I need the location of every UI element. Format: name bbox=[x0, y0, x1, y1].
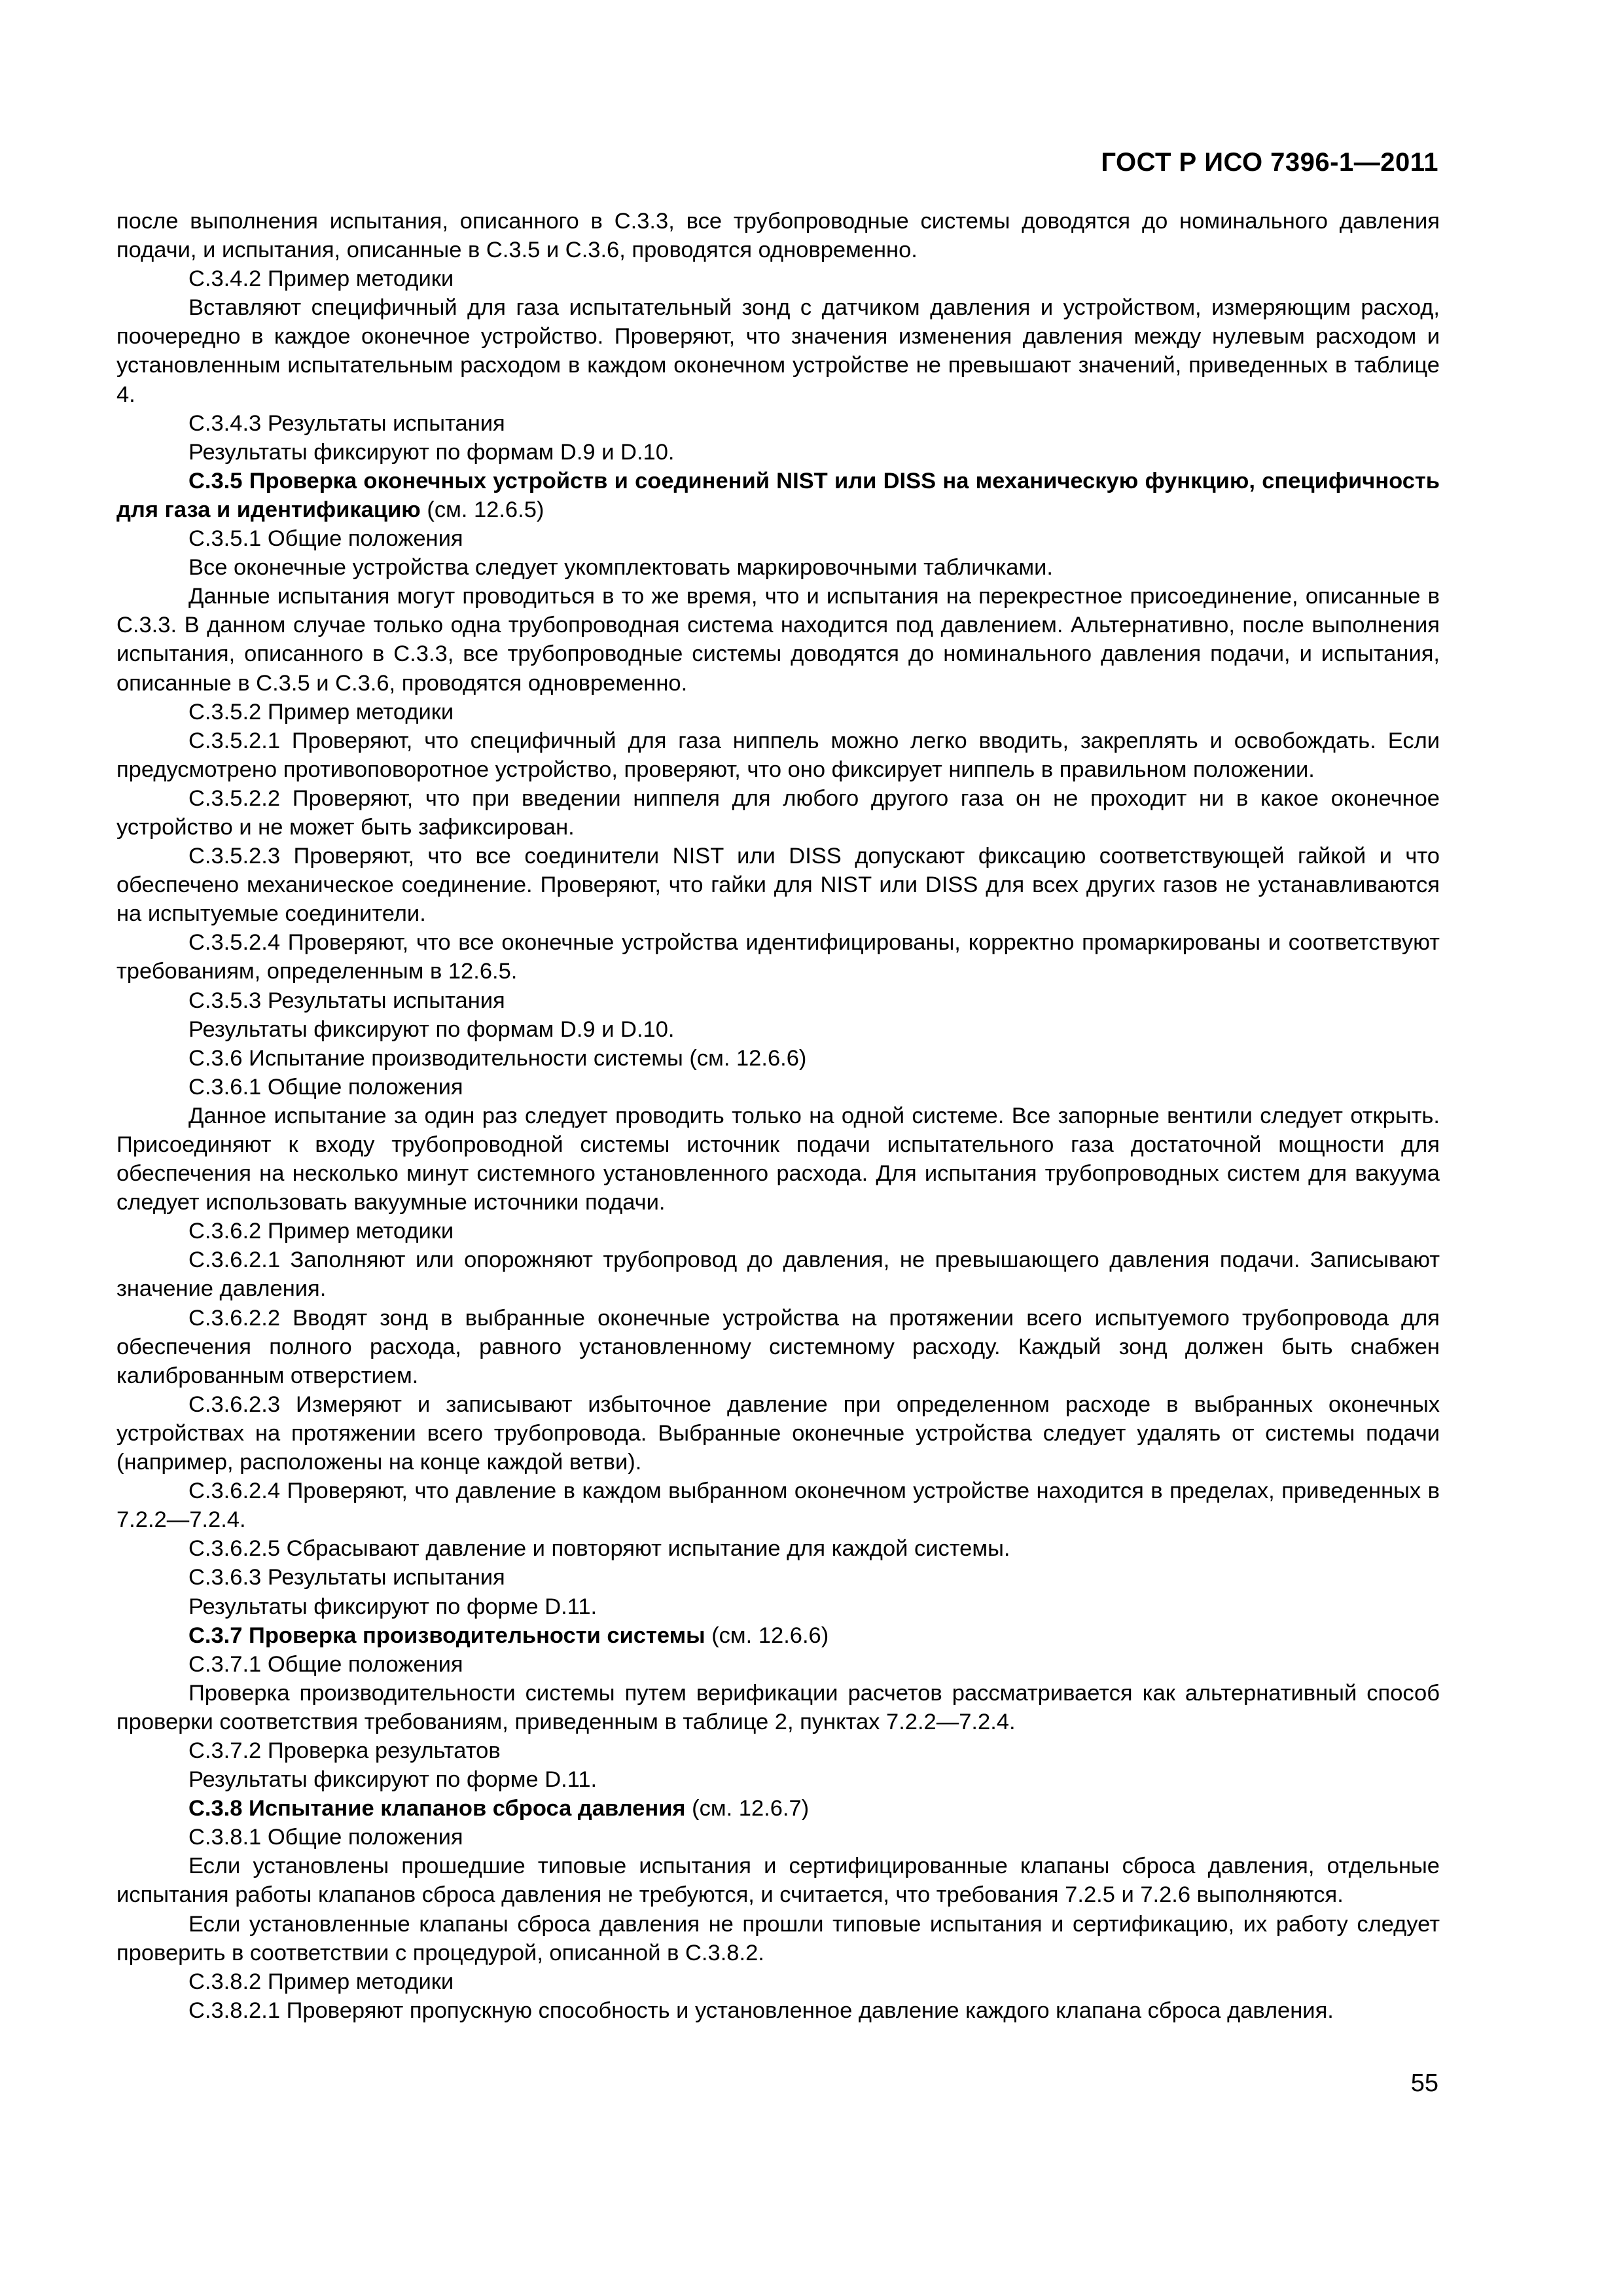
body-paragraph bbox=[116, 726, 1440, 784]
paragraph-text: Результаты фиксируют по формам D.9 и D.10. bbox=[188, 1016, 675, 1042]
paragraph-text: (см. 12.6.5) bbox=[420, 497, 544, 522]
paragraph-text: С.3.5.2.3 Проверяют, что все соединители NIST или DISS допускают фиксацию соответствующей гайкой и что обеспечено механическое соединение. Проверяют, что гайки для NIST или DISS для всех других газов не устанавливаются на испытуемые соединители. bbox=[116, 844, 1440, 927]
section-title: С.3.5 Проверка оконечных устройств и соединений NIST или DISS на механическую функцию, специфичность для газа и идентификацию bbox=[116, 468, 1440, 522]
subsection-heading bbox=[116, 1967, 1440, 1996]
paragraph-text: С.3.4.2 Пример методики bbox=[188, 266, 454, 292]
paragraph-text: С.3.8.2.1 Проверяют пропускную способность и установленное давление каждого клапана сброса давления. bbox=[188, 1998, 1334, 2023]
body-paragraph bbox=[116, 293, 1440, 408]
section-heading bbox=[116, 467, 1440, 524]
subsection-heading bbox=[116, 1044, 1440, 1073]
body-paragraph bbox=[116, 928, 1440, 986]
subsection-heading bbox=[116, 409, 1440, 438]
subsection-heading bbox=[116, 1650, 1440, 1679]
subsection-heading bbox=[116, 524, 1440, 553]
subsection-heading bbox=[116, 698, 1440, 726]
body-paragraph bbox=[116, 1765, 1440, 1794]
subsection-heading bbox=[116, 264, 1440, 293]
paragraph-text: С.3.8.1 Общие положения bbox=[188, 1825, 463, 1850]
body-paragraph bbox=[116, 553, 1440, 582]
body-paragraph bbox=[116, 1679, 1440, 1736]
paragraph-text: С.3.5.2.1 Проверяют, что специфичный для газа ниппель можно легко вводить, закреплять и освобождать. Если предусмотрено противоповоротное устройство, проверяют, что оно фиксирует ниппель в правильном положении. bbox=[116, 728, 1440, 782]
body-paragraph bbox=[116, 1996, 1440, 2025]
body-paragraph bbox=[116, 784, 1440, 842]
body-paragraph bbox=[116, 1592, 1440, 1621]
paragraph-text: С.3.6.2.4 Проверяют, что давление в каждом выбранном оконечном устройстве находится в пределах, приведенных в 7.2.2—7.2.4. bbox=[116, 1479, 1440, 1533]
subsection-heading bbox=[116, 986, 1440, 1015]
paragraph-text: С.3.6.2.1 Заполняют или опорожняют трубопровод до давления, не превышающего давления подачи. Записывают значение давления. bbox=[116, 1247, 1440, 1302]
body-paragraph bbox=[116, 1304, 1440, 1390]
document-body bbox=[116, 207, 1440, 2025]
paragraph-text: С.3.6.1 Общие положения bbox=[188, 1074, 463, 1100]
body-paragraph bbox=[116, 1102, 1440, 1217]
body-paragraph bbox=[116, 842, 1440, 928]
paragraph-text: Проверка производительности системы путем верификации расчетов рассматривается как альтернативный способ проверки соответствия требованиям, приведенным в таблице 2, пунктах 7.2.2—7.2.4. bbox=[116, 1680, 1440, 1734]
paragraph-text: С.3.6.2.5 Сбрасывают давление и повторяют испытание для каждой системы. bbox=[188, 1536, 1010, 1562]
section-title: С.3.7 Проверка производительности системы bbox=[188, 1623, 705, 1648]
body-paragraph bbox=[116, 1015, 1440, 1044]
paragraph-text: С.3.4.3 Результаты испытания bbox=[188, 410, 505, 436]
document-code-header: ГОСТ Р ИСО 7396-1—2011 bbox=[1101, 148, 1438, 177]
section-heading bbox=[116, 1794, 1440, 1823]
paragraph-text: С.3.8.2 Пример методики bbox=[188, 1969, 454, 1994]
paragraph-text: Результаты фиксируют по форме D.11. bbox=[188, 1594, 597, 1619]
body-paragraph bbox=[116, 1852, 1440, 1909]
body-paragraph bbox=[116, 582, 1440, 697]
paragraph-text: С.3.5.2.4 Проверяют, что все оконечные устройства идентифицированы, корректно промаркированы и соответствуют требованиям, определенным в 12.6.5. bbox=[116, 930, 1440, 984]
body-paragraph bbox=[116, 1910, 1440, 1967]
paragraph-text: С.3.6.3 Результаты испытания bbox=[188, 1565, 505, 1590]
paragraph-text: после выполнения испытания, описанного в С.3.3, все трубопроводные системы доводятся до номинального давления подачи, и испытания, описанные в С.3.5 и С.3.6, проводятся одновременно. bbox=[116, 209, 1440, 263]
paragraph-text: Результаты фиксируют по форме D.11. bbox=[188, 1767, 597, 1793]
subsection-heading bbox=[116, 1217, 1440, 1246]
subsection-heading bbox=[116, 1534, 1440, 1563]
page-number: 55 bbox=[1410, 2070, 1438, 2097]
paragraph-text: Если установлены прошедшие типовые испытания и сертифицированные клапаны сброса давления, отдельные испытания работы клапанов сброса давления не требуются, и считается, что требования 7.2.5 и 7.2.6 выполняются. bbox=[116, 1854, 1440, 1908]
paragraph-text: Результаты фиксируют по формам D.9 и D.10. bbox=[188, 439, 675, 465]
paragraph-text: Вставляют специфичный для газа испытательный зонд с датчиком давления и устройством, измеряющим расход, поочередно в каждое оконечное устройство. Проверяют, что значения изменения давления между нулевым расходом и установленным испытательным расходом в каждом оконечном устройстве не превышают значений, приведенных в таблице 4. bbox=[116, 295, 1440, 407]
paragraph-text: С.3.5.2.2 Проверяют, что при введении ниппеля для любого другого газа он не проходит ни в какое оконечное устройство и не может быть зафиксирован. bbox=[116, 785, 1440, 840]
paragraph-text: С.3.5.2 Пример методики bbox=[188, 699, 454, 725]
paragraph-text: С.3.7.2 Проверка результатов bbox=[188, 1738, 501, 1763]
section-heading bbox=[116, 1621, 1440, 1650]
paragraph-text: (см. 12.6.7) bbox=[685, 1796, 810, 1821]
paragraph-text: С.3.7.1 Общие положения bbox=[188, 1651, 463, 1677]
body-paragraph bbox=[116, 207, 1440, 264]
body-paragraph bbox=[116, 1477, 1440, 1534]
paragraph-text: Все оконечные устройства следует укомплектовать маркировочными табличками. bbox=[188, 555, 1053, 581]
paragraph-text: (см. 12.6.6) bbox=[705, 1623, 829, 1648]
paragraph-text: Данные испытания могут проводиться в то же время, что и испытания на перекрестное присоединение, описанные в С.3.3. В данном случае только одна трубопроводная система находится под давлением. Альтернативно, после выполнения испытания, описанного в С.3.3, все трубопроводные системы доводятся до номинального давления подачи, и испытания, описанные в С.3.5 и С.3.6, проводятся одновременно. bbox=[116, 584, 1440, 696]
paragraph-text: С.3.6.2.2 Вводят зонд в выбранные оконечные устройства на протяжении всего испытуемого трубопровода для обеспечения полного расхода, равного установленному системному расходу. Каждый зонд должен быть снабжен калиброванным отверстием. bbox=[116, 1305, 1440, 1388]
subsection-heading bbox=[116, 1073, 1440, 1102]
paragraph-text: С.3.6.2 Пример методики bbox=[188, 1219, 454, 1244]
paragraph-text: С.3.6 Испытание производительности системы (см. 12.6.6) bbox=[188, 1045, 807, 1071]
paragraph-text: С.3.6.2.3 Измеряют и записывают избыточное давление при определенном расходе в выбранных оконечных устройствах на протяжении всего трубопровода. Выбранные оконечные устройства следует удалять от системы подачи (например, расположены на конце каждой ветви). bbox=[116, 1391, 1440, 1475]
paragraph-text: Данное испытание за один раз следует проводить только на одной системе. Все запорные вентили следует открыть. Присоединяют к входу трубопроводной системы источник подачи испытательного газа достаточной мощности для обеспечения на несколько минут системного установленного расхода. Для испытания трубопроводных систем для вакуума следует использовать вакуумные источники подачи. bbox=[116, 1103, 1440, 1215]
subsection-heading bbox=[116, 1563, 1440, 1592]
body-paragraph bbox=[116, 1246, 1440, 1303]
subsection-heading bbox=[116, 1823, 1440, 1852]
paragraph-text: С.3.5.1 Общие положения bbox=[188, 526, 463, 552]
paragraph-text: С.3.5.3 Результаты испытания bbox=[188, 988, 505, 1013]
paragraph-text: Если установленные клапаны сброса давления не прошли типовые испытания и сертификацию, их работу следует проверить в соответствии с процедурой, описанной в С.3.8.2. bbox=[116, 1911, 1440, 1965]
body-paragraph bbox=[116, 1390, 1440, 1477]
subsection-heading bbox=[116, 1736, 1440, 1765]
body-paragraph bbox=[116, 438, 1440, 467]
section-title: С.3.8 Испытание клапанов сброса давления bbox=[188, 1796, 686, 1821]
